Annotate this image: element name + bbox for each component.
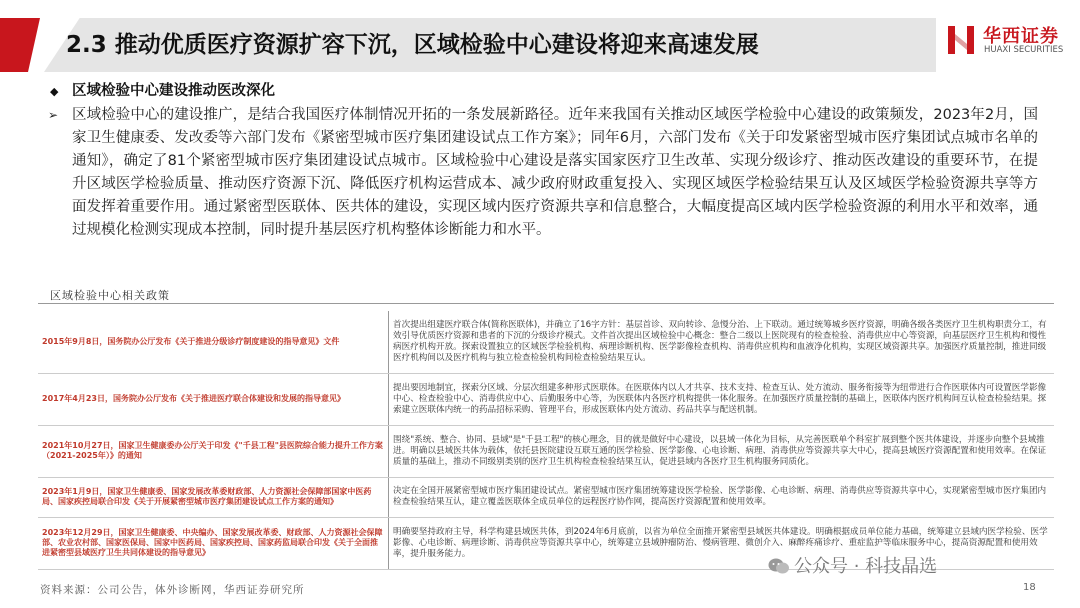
wechat-watermark: [768, 552, 937, 578]
huaxi-logo-icon: [945, 24, 977, 56]
table-row: [38, 425, 1054, 477]
figure-title: 区域检验中心相关政策: [50, 289, 170, 302]
policy-content-cell: 决定在全国开展紧密型城市医疗集团建设试点。紧密型城市医疗集团统筹建设医学检验、医学影像、心电诊断、病理、消毒供应等资源共享中心，实现紧密型城市医疗集团内检查检验结果互认，建立覆盖医联体全成员单位的远程医疗协作网，提高医疗资源配置和使用效率。: [389, 477, 1055, 517]
policy-name-cell: 2017年4月23日，国务院办公厅发布《关于推进医疗联合体建设和发展的指导意见》: [38, 373, 389, 425]
title-accent-shape: [0, 18, 40, 72]
table-row: [38, 373, 1054, 425]
policy-content-cell: 提出要因地制宜，探索分区域、分层次组建多种形式医联体。在医联体内以人才共享、技术支持、检查互认、处方流动、服务衔接等为纽带进行合作医联体内可设置医学影像中心、检查检验中心、消毒供应中心、后勤服务中心等，为医联体内各医疗机构提供一体化服务。在加强医疗质量控制的基础上，医联体内医疗机构间互认检查检验结果。探索建立医联体内统一的药品招标采购、管理平台，形成医联体内处方流动、药品共享与配送机制。: [389, 373, 1055, 425]
policy-name-cell: 2015年9月8日，国务院办公厅发布《关于推进分级诊疗制度建设的指导意见》文件: [38, 311, 389, 373]
table-row: [38, 311, 1054, 373]
title-bar: [0, 18, 940, 72]
policy-content-cell: 明确要坚持政府主导，科学构建县域医共体，到2024年6月底前，以省为单位全面推开紧密型县域医共体建设。明确根据成员单位能力基础，统筹建立县域内医学检验、医学影像、心电诊断、病理诊断、消毒供应等资源共享中心，统筹建立县域肿瘤防治、慢病管理、微创介入、麻醉疼痛诊疗、重症监护等临床服务中心，提高资源配置和使用效率，提升服务能力。: [389, 517, 1055, 569]
policy-content-cell: 围绕"系统、整合、协同、县域"是"千县工程"的核心理念，目的就是做好中心建设，以县域一体化为目标，从完善医联单个科室扩展到整个医共体建设，并逐步向整个县域推进。明确以县域医共体为载体，依托县医院建设互联互通的医学检验、医学影像、心电诊断、病理、消毒供应等资源共享大中心，提高县域医疗资源配置和使用效率。在保证质量的基础上，推动不同级别类别的医疗卫生机构检查检验结果互认，促进县域内各医疗卫生机构服务同质化。: [389, 425, 1055, 477]
policy-content-cell: 首次提出组建医疗联合体(简称医联体)，并确立了16字方针：基层首诊、双向转诊、急慢分治、上下联动。通过统筹城乡医疗资源，明确各级各类医疗卫生机构职责分工，有效引导优质医疗资源和患者的下沉的分级诊疗模式。文件首次提出区域检验中心概念：整合二级以上医院现有的检查检验、消毒供应中心等资源，向基层医疗卫生机构和慢性病医疗机构开放。探索设置独立的区域医学检验机构、病理诊断机构、医学影像检查机构、消毒供应机构和血液净化机构，实现区域资源共享。加强医疗质量控制，推进同级医疗机构间以及医疗机构与独立检查检验机构间检查检验结果互认。: [389, 311, 1055, 373]
page-number: 18: [1023, 582, 1036, 593]
logo-chinese-name: 华西证券: [983, 26, 1059, 47]
company-logo: [945, 20, 1075, 64]
section-heading-text: 区域检验中心建设推动医改深化: [72, 83, 275, 99]
paragraph-text: 区域检验中心的建设推广，是结合我国医疗体制情况开拓的一条发展新路径。近年来我国有关推动区域医学检验中心建设的政策频发，2023年2月，国家卫生健康委、发改委等六部门发布《紧密型城市医疗集团建设试点工作方案》；同年6月，六部门发布《关于印发紧密型城市医疗集团试点城市名单的通知》，确定了81个紧密型城市医疗集团建设试点城市。区域检验中心建设是落实国家医疗卫生改革、实现分级诊疗、推动医改建设的重要环节，在提升区域医学检验质量、推动医疗资源下沉、降低医疗机构运营成本、减少政府财政重复投入、实现区域医学检验结果互认及区域医学检验资源共享等方面发挥着重要作用。通过紧密型医联体、医共体的建设，实现区域内医疗资源共享和信息整合，大幅度提高区域内医学检验资源的利用水平和效率，通过规模化检测实现成本控制，同时提升基层医疗机构整体诊断能力和水平。: [72, 107, 1038, 238]
arrow-bullet-icon: ➢: [48, 108, 59, 122]
policy-table: [38, 311, 1054, 570]
policy-figure: [38, 283, 1054, 573]
section-heading: [50, 80, 275, 103]
watermark-text: 公众号 · 科技晶选: [794, 556, 938, 577]
logo-english-name: HUAXI SECURITIES: [984, 45, 1064, 55]
policy-name-cell: 2021年10月27日，国家卫生健康委办公厅关于印发《"千县工程"县医院综合能力提升工作方案（2021-2025年）》的通知: [38, 425, 389, 477]
page-title: 2.3 推动优质医疗资源扩容下沉，区域检验中心建设将迎来高速发展: [66, 32, 759, 58]
policy-name-cell: 2023年1月9日，国家卫生健康委、国家发展改革委财政部、人力资源社会保障部国家中医药局、国家疾控局联合印发《关于开展紧密型城市医疗集团建设试点工作方案的通知》: [38, 477, 389, 517]
wechat-icon: [768, 557, 790, 575]
figure-divider: [38, 303, 1054, 304]
diamond-bullet-icon: ◆: [50, 85, 59, 98]
policy-name-cell: 2023年12月29日，国家卫生健康委、中央编办、国家发展改革委、财政部、人力资源社会保障部、农业农村部、国家医保局、国家中医药局、国家疾控局、国家药监局联合印发《关于全面推进紧密型县域医疗卫生共同体建设的指导意见》: [38, 517, 389, 569]
source-note: 资料来源：公司公告，体外诊断网，华西证券研究所: [40, 584, 305, 596]
table-row: [38, 477, 1054, 517]
section-paragraph: [48, 104, 1038, 242]
